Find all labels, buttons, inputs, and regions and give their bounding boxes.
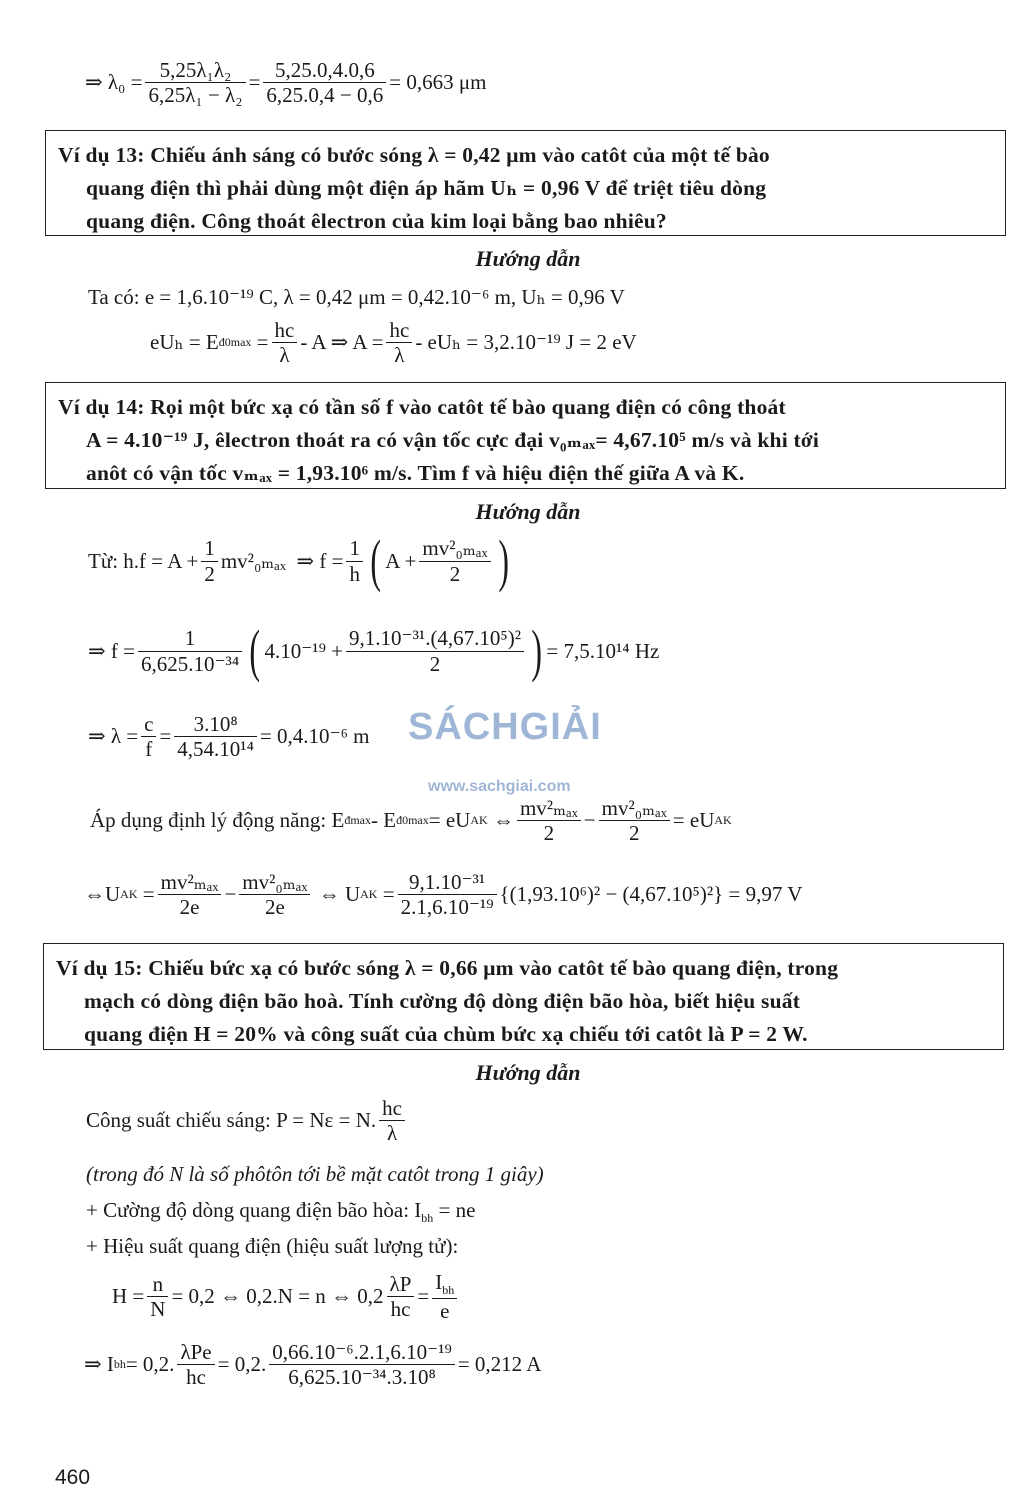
example-15-box (43, 943, 1004, 1050)
example-13-line: quang điện. Công thoát êlectron của kim loại bằng bao nhiêu? (86, 209, 667, 233)
bullet-efficiency: + Hiệu suất quang điện (hiệu suất lượng tử): (86, 1234, 459, 1258)
bullet-current: + Cường độ dòng quang điện bão hòa: $I_{bh}$ = ne (86, 1198, 476, 1226)
frequency-formula: Từ: h.f = A + $\frac{1}{2}$ mv²₀ₘₐₓ ⇒ f = $\frac{1}{h}$ ( A + $\frac{\text{mv²₀ₘₐₓ}}{2}$ ) (88, 528, 509, 593)
lambda0-formula: ⇒ λ₀ = $\frac{\text{5,25λ₁λ₂}}{\text{6,25λ₁ − λ₂}}$ = $\frac{5,25.0,4.0,6}{6,25.0,4 - 0,6}$ = 0,663 μm (85, 58, 487, 108)
example-14-line: anôt có vận tốc vₘₐₓ = 1,93.10⁶ m/s. Tìm f và hiệu điện thế giữa A và K. (86, 461, 745, 485)
wavelength-result: ⇒ λ = $\frac{c}{f}$ = $\frac{\text{3.10⁸}}{\text{4,54.10¹⁴}}$ = 0,4.10⁻⁶ m (88, 712, 370, 762)
example-15-line: Ví dụ 15: Chiếu bức xạ có bước sóng λ = 0,66 μm vào catôt tế bào quang điện, trong (56, 956, 839, 980)
given-values: Ta có: e = 1,6.10⁻¹⁹ C, λ = 0,42 μm = 0,42.10⁻⁶ m, Uₕ = 0,96 V (88, 285, 625, 309)
saturation-current-result: ⇒ I bh = 0,2. $\frac{\text{λPe}}{hc}$ = 0,2. $\frac{\text{0,66.10⁻⁶.2.1,6.10⁻¹⁹}}{\text{6,625.10⁻³⁴.3.10⁸}}$ = 0,212 A (84, 1340, 542, 1390)
page-number: 460 (55, 1466, 91, 1489)
fraction: $\frac{5,25.0,4.0,6}{6,25.0,4 - 0,6}$ (263, 58, 386, 107)
guide-heading: Hướng dẫn (475, 1060, 581, 1085)
fraction: $\frac{\text{5,25λ₁λ₂}}{\text{6,25λ₁ − λ₂}}$ (145, 58, 245, 107)
example-13-box (45, 130, 1006, 236)
example-13-line: quang điện thì phải dùng một điện áp hãm Uₕ = 0,96 V để triệt tiêu dòng (86, 176, 767, 200)
example-14-box (45, 382, 1006, 489)
example-14-line: Ví dụ 14: Rọi một bức xạ có tần số f vào catôt tế bào quang điện có công thoát (58, 395, 786, 419)
watermark-logo: SÁCHGIẢI (408, 706, 602, 748)
guide-heading: Hướng dẫn (475, 499, 581, 524)
kinetic-energy-theorem: Áp dụng định lý động năng: E đmax - E đ0max = eU AK ⇔ $\frac{\text{mv²ₘₐₓ}}{2}$ − $\frac{\text{mv²₀ₘₐₓ}}{2}$ = eU AK (90, 796, 732, 846)
frequency-result: ⇒ f = $\frac{1}{\text{6,625.10⁻³⁴}}$ ( 4.10⁻¹⁹ + $\frac{\text{9,1.10⁻³¹.(4,67.10⁵)²}}{2}$ ) = 7,5.10¹⁴ Hz (88, 618, 660, 683)
efficiency-formula: H = $\frac{n}{N}$ = 0,2 ⇔ 0,2.N = n ⇔ 0,2 $\frac{\lambda P}{hc}$ = $\frac{I_{bh}}{e}$ (112, 1270, 460, 1323)
guide-heading: Hướng dẫn (475, 246, 581, 271)
example-15-line: mạch có dòng điện bão hoà. Tính cường độ dòng điện bão hòa, biết hiệu suất (84, 989, 801, 1013)
example-15-line: quang điện H = 20% và công suất của chùm bức xạ chiếu tới catôt là P = 2 W. (84, 1022, 808, 1046)
work-function-formula: eUₕ = E đ0max = $\frac{hc}{\lambda}$ - A ⇒ A = $\frac{hc}{\lambda}$ - eUₕ = 3,2.10⁻¹⁹ J = 2 eV (150, 318, 637, 368)
note-text: (trong đó N là số phôtôn tới bề mặt catôt trong 1 giây) (86, 1162, 544, 1186)
power-formula: Công suất chiếu sáng: P = Nε = N. $\frac{hc}{\lambda}$ (86, 1096, 408, 1145)
example-13-line: Ví dụ 13: Chiếu ánh sáng có bước sóng λ = 0,42 μm vào catôt của một tế bào (58, 143, 770, 167)
example-14-line: A = 4.10⁻¹⁹ J, êlectron thoát ra có vận tốc cực đại v₀ₘₐₓ= 4,67.10⁵ m/s và khi tới (86, 428, 820, 452)
watermark-url: www.sachgiai.com (428, 778, 571, 795)
voltage-result: ⇔U AK = $\frac{\text{mv²ₘₐₓ}}{2e}$ − $\frac{\text{mv²₀ₘₐₓ}}{2e}$ ⇔ U AK = $\frac{\text{9,1.10⁻³¹}}{\text{2.1,6.10⁻¹⁹}}$ {(1,93.10⁶)² − (4,67.10⁵)²} = 9,97 V (84, 870, 803, 920)
